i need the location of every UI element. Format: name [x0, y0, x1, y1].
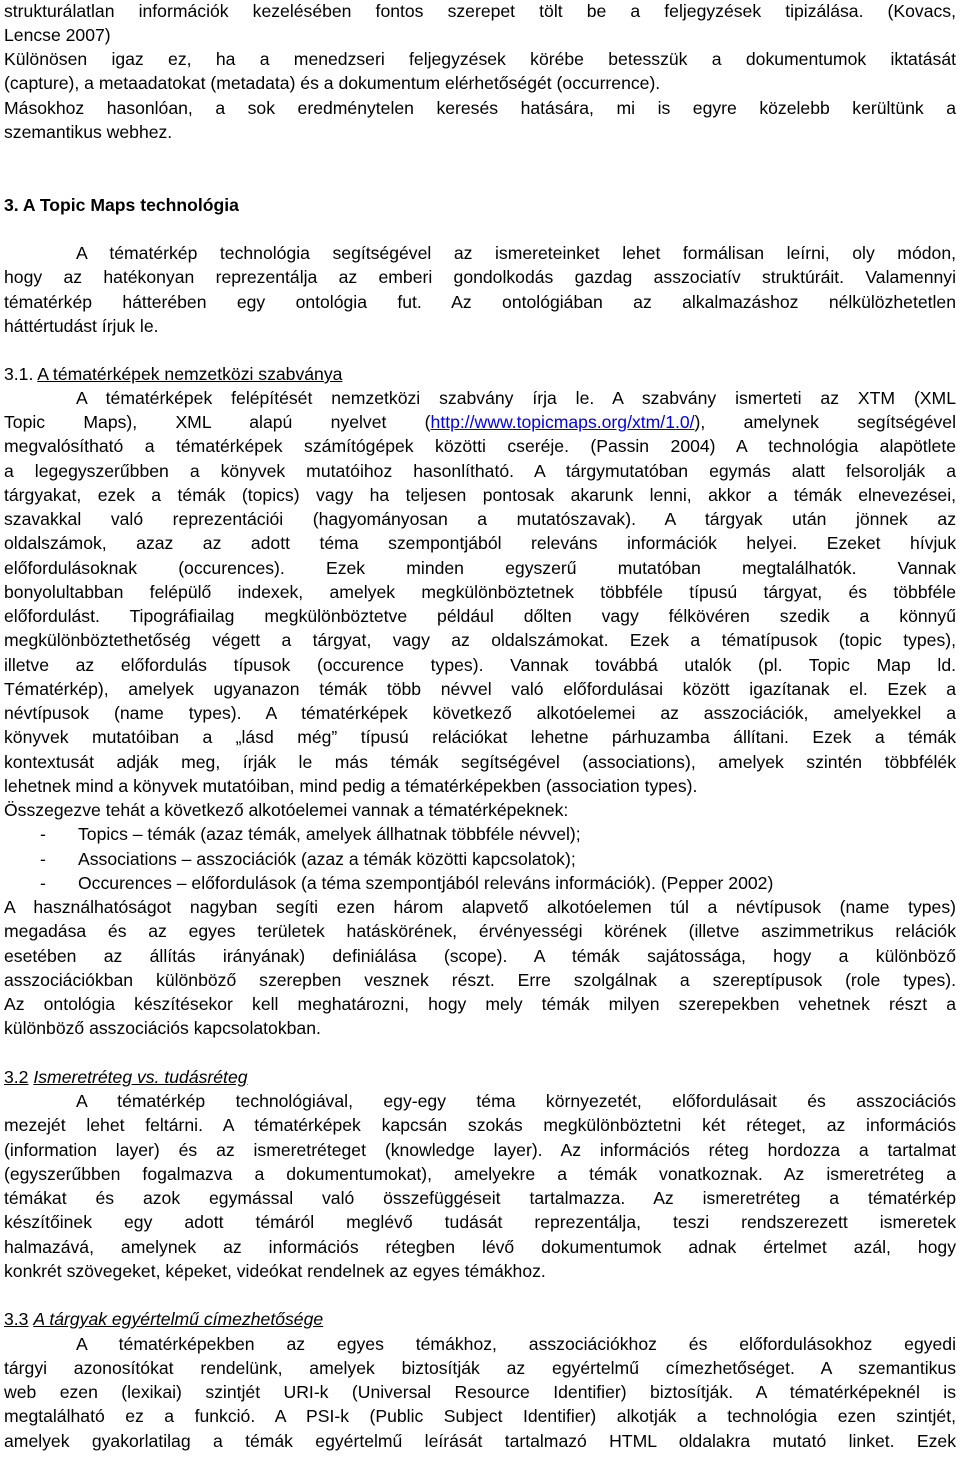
paragraph-line: kontextusát adják meg, írják le más témák segítségével (associations), amelyek szintén többfélék — [4, 752, 956, 772]
paragraph-line: strukturálatlan információk kezelésében fontos szerepet tölt be a feljegyzések tipizálása. (Kovacs, — [4, 1, 956, 21]
bullet-dash: - — [40, 873, 46, 893]
bullet-dash: - — [40, 849, 46, 869]
text-span: Topic Maps), XML alapú nyelvet ( — [4, 412, 431, 432]
paragraph-line: különböző asszociációs kapcsolatokban. — [4, 1018, 321, 1038]
paragraph-line: könyvek mutatóiban a „lásd még” típusú relációkat lehetne párhuzamba állítani. Ezek a témák — [4, 727, 956, 747]
heading-text: Ismeretréteg vs. tudásréteg — [33, 1067, 248, 1087]
paragraph-line: megvalósítható a tématérképek számítógépek közötti cseréje. (Passin 2004) A technológia alapötlete — [4, 436, 956, 456]
paragraph-line: A tématérkép technológiával, egy-egy téma környezetét, előfordulásait és asszociációs — [76, 1091, 956, 1111]
paragraph-line: Különösen igaz ez, ha a menedzseri feljegyzések körébe betesszük a dokumentumok iktatását — [4, 49, 956, 69]
paragraph-line: Másokhoz hasonlóan, a sok eredménytelen keresés hatására, mi is egyre közelebb kerültünk a — [4, 98, 956, 118]
paragraph-line: lehetnek mind a könyvek mutatóiban, mind pedig a tématérképekben (association types). — [4, 776, 698, 796]
section-heading — [4, 1065, 956, 1089]
paragraph-line: Összegezve tehát a következő alkotóelemei vannak a tématérképeknek: — [4, 800, 569, 820]
paragraph-line: halmazává, amelynek az információs rétegben lévő dokumentumok adnak értelmet azál, hogy — [4, 1237, 956, 1257]
paragraph-line: a legegyszerűbben a könyvek mutatóihoz hasonlítható. A tárgymutatóban egymás alatt felsorolják a — [4, 461, 956, 481]
bullet-dash: - — [40, 824, 46, 844]
list-item-text: Occurences – előfordulások (a téma szempontjából releváns információk). (Pepper 2002) — [78, 873, 774, 893]
heading-number: 3.1. — [4, 364, 34, 384]
paragraph-line: megtalálható ez a funkció. A PSI-k (Public Subject Identifier) alkotják a technológia ezen szintjét, — [4, 1406, 956, 1426]
paragraph-line: előfordulásoknak (occurences). Ezek minden egyszerű mutatóban megtalálhatók. Vannak — [4, 558, 956, 578]
section-heading: 3. A Topic Maps technológia — [4, 195, 239, 215]
paragraph-line: tárgyi azonosítókat rendelünk, amelyek biztosítják az egyértelmű címezhetőséget. A szemantikus — [4, 1358, 956, 1378]
paragraph-line: illetve az előfordulás típusok (occurence types). Vannak továbbá utalók (pl. Topic Map ld. — [4, 655, 956, 675]
paragraph-line: témákat és azok egymással való összefüggéseit tartalmazza. Az ismeretréteg a tématérkép — [4, 1188, 956, 1208]
paragraph-line: tématérkép hátterében egy ontológia fut. Az ontológiában az alkalmazáshoz nélkülözhetetlen — [4, 292, 956, 312]
heading-text: A tárgyak egyértelmű címezhetősége — [33, 1309, 324, 1329]
list-item-text: Associations – asszociációk (azaz a témák közötti kapcsolatok); — [78, 849, 576, 869]
list-item — [40, 871, 956, 895]
paragraph-line: bonyolultabban felépülő indexek, amelyek megkülönböztetnek többféle típusú tárgyat, és többféle — [4, 582, 956, 602]
paragraph-line: Lencse 2007) — [4, 25, 111, 45]
section-heading — [4, 362, 956, 386]
paragraph-line: előfordulást. Tipográfiailag megkülönböztetve például dőlten vagy félkövéren szedik a könnyű — [4, 606, 956, 626]
paragraph-line: A tématérképekben az egyes témákhoz, asszociációkhoz és előfordulásokhoz egyedi — [76, 1334, 956, 1354]
paragraph-line: esetében az állítás irányának) definiálása (scope). A témák sajátossága, hogy a különböző — [4, 946, 956, 966]
paragraph-line: hogy az hatékonyan reprezentálja az emberi gondolkodás gazdag asszociatív struktúráit. Valamennyi — [4, 267, 956, 287]
paragraph-line: A használhatóságot nagyban segíti ezen három alapvető alkotóelemen túl a névtípusok (name types) — [4, 897, 956, 917]
paragraph-line: szavakkal való reprezentációi (hagyományosan a mutatószavak). A tárgyak után jönnek az — [4, 509, 956, 529]
heading-number: 3.2 — [4, 1067, 29, 1087]
paragraph-line — [4, 410, 956, 434]
section-heading — [4, 1307, 956, 1331]
paragraph-line: Az ontológia készítésekor kell meghatározni, hogy mely témák milyen szerepekben vehetnek részt a — [4, 994, 956, 1014]
paragraph-line: Tématérkép), amelyek ugyanazon témák több névvel való előfordulásai között igazítanak el. Ezek a — [4, 679, 956, 699]
paragraph-line: megkülönböztethetőség végett a tárgyat, vagy az oldalszámokat. Ezek a tématípusok (topic types), — [4, 630, 956, 650]
paragraph-line: készítőinek egy adott témáról meglévő tudását reprezentálja, teszi rendszerezett ismeretek — [4, 1212, 956, 1232]
list-item — [40, 847, 956, 871]
heading-number: 3.3 — [4, 1309, 29, 1329]
paragraph-line: konkrét szövegeket, képeket, videókat rendelnek az egyes témákhoz. — [4, 1261, 546, 1281]
paragraph-line: mezejét lehet feltárni. A tématérképek kapcsán szokás megkülönböztetni két réteget, az információs — [4, 1115, 956, 1135]
paragraph-line: oldalszámok, azaz az adott téma szempontjából releváns információk helyei. Ezeket hívjuk — [4, 533, 956, 553]
list-item — [40, 822, 956, 846]
topicmaps-link[interactable]: http://www.topicmaps.org/xtm/1.0/ — [430, 412, 695, 432]
text-span: ), amelynek segítségével — [694, 412, 956, 432]
paragraph-line: háttértudást írjuk le. — [4, 316, 159, 336]
paragraph-line: tárgyakat, ezek a témák (topics) vagy ha teljesen pontosak akarunk lenni, akkor a témák elnevezései, — [4, 485, 956, 505]
paragraph-line: amelyek gyakorlatilag a témák egyértelmű leírását tartalmazó HTML oldalakra mutató linket. Ezek — [4, 1431, 956, 1451]
paragraph-line: asszociációkban különböző szerepben vesznek részt. Erre szolgálnak a szereptípusok (role types). — [4, 970, 956, 990]
paragraph-line: A tématérképek felépítését nemzetközi szabvány írja le. A szabvány ismerteti az XTM (XML — [76, 388, 956, 408]
list-item-text: Topics – témák (azaz témák, amelyek állhatnak többféle névvel); — [78, 824, 581, 844]
paragraph-line: (capture), a metaadatokat (metadata) és a dokumentum elérhetőségét (occurrence). — [4, 73, 661, 93]
paragraph-line: szemantikus webhez. — [4, 122, 173, 142]
paragraph-line: (egyszerűbben fogalmazva a dokumentumokat), amelyekre a témák vonatkoznak. Az ismeretréteg a — [4, 1164, 956, 1184]
paragraph-line: A tématérkép technológia segítségével az ismereteinket lehet formálisan leírni, oly módon, — [76, 243, 956, 263]
paragraph-line: névtípusok (name types). A tématérképek következő alkotóelemei az asszociációk, amelyekkel a — [4, 703, 956, 723]
heading-text: A tématérképek nemzetközi szabványa — [37, 364, 343, 384]
paragraph-line: megadása és az egyes területek hatáskörének, érvényességi körének (illetve aszimmetrikus relációk — [4, 921, 956, 941]
paragraph-line: (information layer) és az ismeretréteget (knowledge layer). Az információs réteg hordozza a tartalmat — [4, 1140, 956, 1160]
paragraph-line: web ezen (lexikai) szintjét URI-k (Universal Resource Identifier) biztosítják. A tématérképeknél is — [4, 1382, 956, 1402]
